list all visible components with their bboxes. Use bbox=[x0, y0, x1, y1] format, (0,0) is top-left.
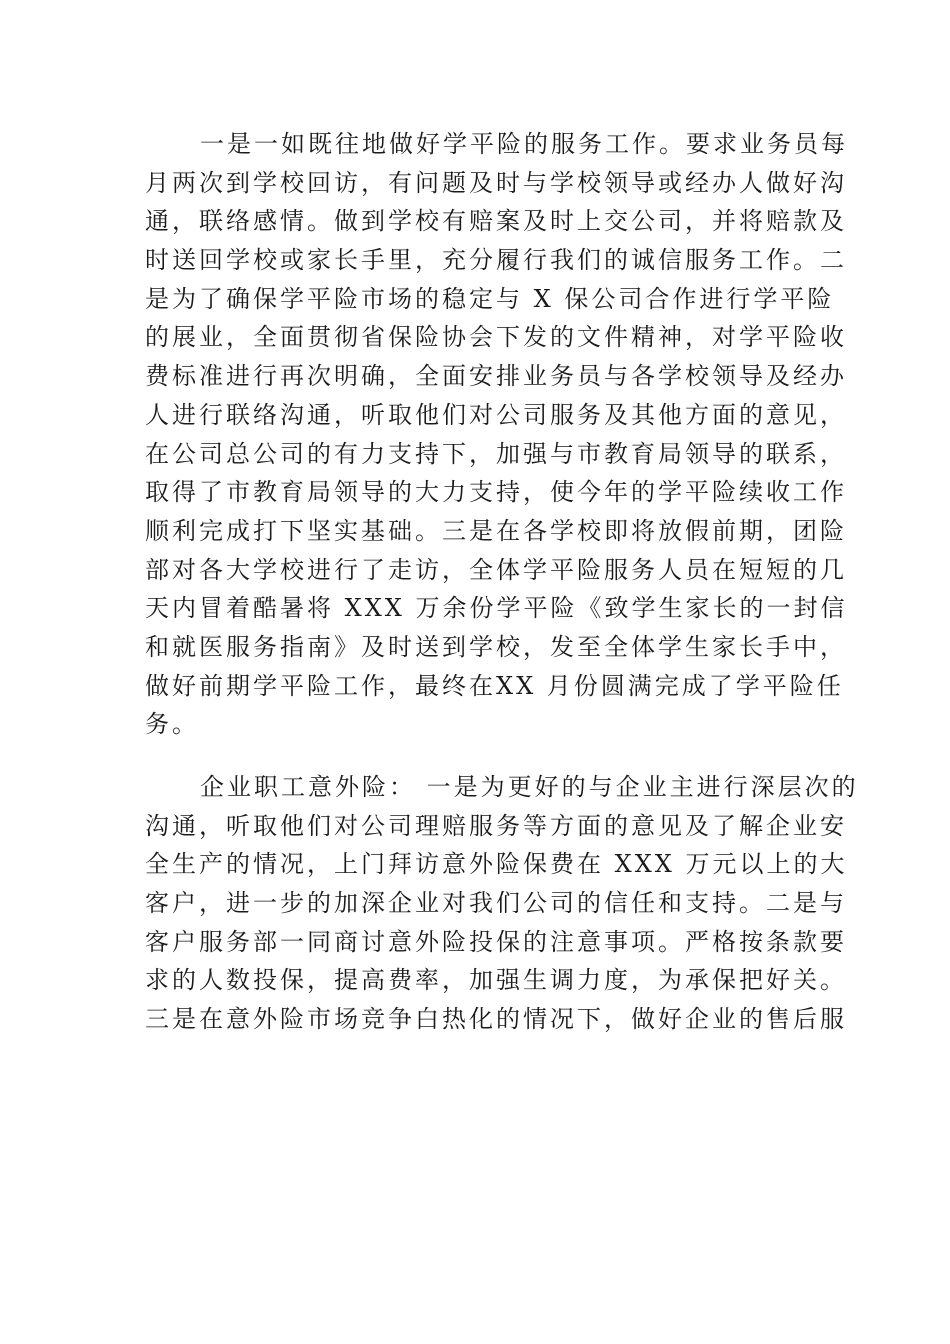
text-line: 务。 bbox=[145, 710, 199, 739]
text-line: 在公司总公司的有力支持下，加强与市教育局领导的联系， bbox=[145, 439, 847, 468]
text-line: 客户，进一步的加深企业对我们公司的信任和支持。二是与 bbox=[145, 889, 847, 918]
text-line: 一是一如既往地做好学平险的服务工作。要求业务员每 bbox=[200, 130, 848, 158]
text-line: 部对各大学校进行了走访，全体学平险服务人员在短短的几 bbox=[145, 555, 847, 584]
text-line: 沟通，听取他们对公司理赔服务等方面的意见及了解企业安 bbox=[145, 811, 847, 840]
text-line: 月两次到学校回访，有问题及时与学校领导或经办人做好沟 bbox=[145, 168, 847, 197]
text-line: 是为了确保学平险市场的稳定与 X 保公司合作进行学平险 bbox=[145, 284, 835, 313]
text-line: 全生产的情况，上门拜访意外险保费在 XXX 万元以上的大 bbox=[145, 850, 848, 879]
text-line: 的展业，全面贯彻省保险协会下发的文件精神，对学平险收 bbox=[145, 323, 847, 352]
paragraph-student-insurance bbox=[145, 125, 848, 744]
text-line: 客户服务部一同商讨意外险投保的注意事项。严格按条款要 bbox=[145, 927, 847, 956]
text-line: 求的人数投保，提高费率，加强生调力度，为承保把好关。 bbox=[145, 966, 847, 995]
paragraph-employee-accident-insurance bbox=[145, 768, 859, 1039]
text-line: 做好前期学平险工作，最终在XX 月份圆满完成了学平险任 bbox=[145, 671, 844, 700]
text-line: 费标准进行再次明确，全面安排业务员与各学校领导及经办 bbox=[145, 362, 847, 391]
text-line: 时送回学校或家长手里，充分履行我们的诚信服务工作。二 bbox=[145, 246, 847, 275]
text-line: 通，联络感情。做到学校有赔案及时上交公司，并将赔款及 bbox=[145, 207, 847, 236]
text-line: 企业职工意外险： 一是为更好的与企业主进行深层次的 bbox=[200, 773, 859, 801]
text-line: 人进行联络沟通，听取他们对公司服务及其他方面的意见， bbox=[145, 400, 847, 429]
text-line: 天内冒着酷暑将 XXX 万余份学平险《致学生家长的一封信 bbox=[145, 594, 848, 623]
text-line: 和就医服务指南》及时送到学校，发至全体学生家长手中， bbox=[145, 632, 847, 661]
text-line: 取得了市教育局领导的大力支持，使今年的学平险续收工作 bbox=[145, 478, 847, 507]
text-line: 顺利完成打下坚实基础。三是在各学校即将放假前期，团险 bbox=[145, 516, 847, 545]
text-line: 三是在意外险市场竞争白热化的情况下，做好企业的售后服 bbox=[145, 1005, 847, 1034]
